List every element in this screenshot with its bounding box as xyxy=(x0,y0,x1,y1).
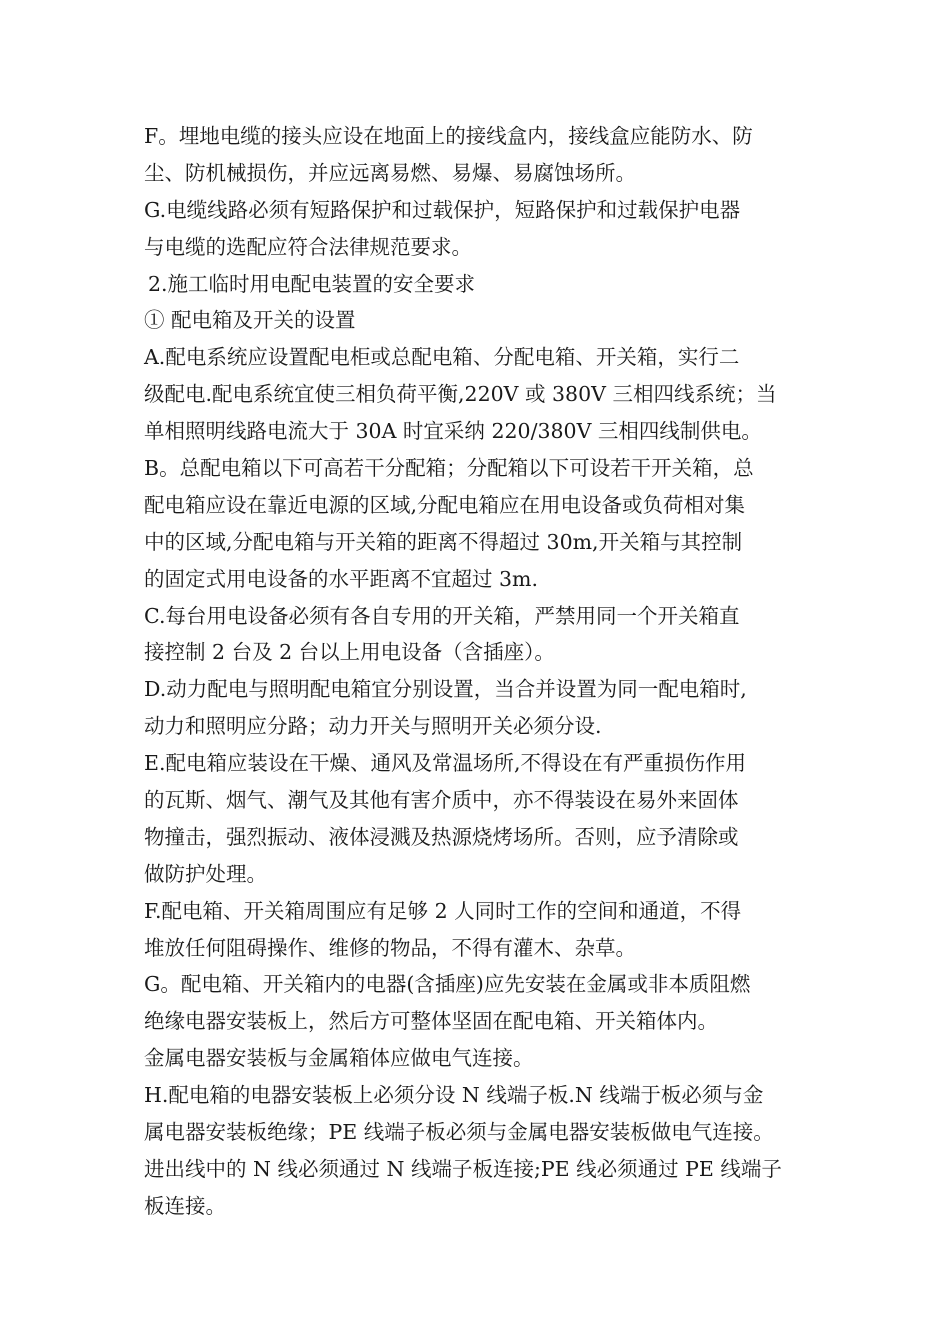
subsection-heading: ① 配电箱及开关的设置 xyxy=(144,308,356,333)
text-line: 的固定式用电设备的水平距离不宜超过 3m. xyxy=(144,566,539,591)
text-line: 金属电器安装板与金属箱体应做电气连接。 xyxy=(144,1046,534,1071)
text-line: H.配电箱的电器安装板上必须分设 N 线端子板.N 线端于板必须与金 xyxy=(144,1083,764,1108)
text-line: 绝缘电器安装板上，然后方可整体坚固在配电箱、开关箱体内。 xyxy=(144,1009,718,1034)
text-line: 动力和照明应分路；动力开关与照明开关必须分设. xyxy=(144,714,602,739)
text-line: 的瓦斯、烟气、潮气及其他有害介质中，亦不得装设在易外来固体 xyxy=(144,788,739,813)
text-line: 级配电.配电系统宜使三相负荷平衡,220V 或 380V 三相四线系统；当 xyxy=(144,382,777,407)
text-line: 与电缆的选配应符合法律规范要求。 xyxy=(144,234,472,259)
text-line: B。总配电箱以下可高若干分配箱；分配箱以下可设若干开关箱，总 xyxy=(144,456,754,481)
text-line: 板连接。 xyxy=(144,1193,226,1218)
text-line: G.电缆线路必须有短路保护和过载保护，短路保护和过载保护电器 xyxy=(144,197,741,222)
section-heading: 2.施工临时用电配电装置的安全要求 xyxy=(148,271,476,296)
text-line: 配电箱应设在靠近电源的区域,分配电箱应在用电设备或负荷相对集 xyxy=(144,492,746,517)
text-line: 属电器安装板绝缘；PE 线端子板必须与金属电器安装板做电气连接。 xyxy=(144,1120,774,1145)
text-line: 单相照明线路电流大于 30A 时宜采纳 220/380V 三相四线制供电。 xyxy=(144,419,762,444)
text-line: F.配电箱、开关箱周围应有足够 2 人同时工作的空间和通道，不得 xyxy=(144,898,742,923)
text-line: 堆放任何阻碍操作、维修的物品，不得有灌木、杂草。 xyxy=(144,935,636,960)
text-line: D.动力配电与照明配电箱宜分别设置，当合并设置为同一配电箱时, xyxy=(144,677,747,702)
text-line: 做防护处理。 xyxy=(144,861,267,886)
text-line: C.每台用电设备必须有各自专用的开关箱，严禁用同一个开关箱直 xyxy=(144,603,740,628)
document-body xyxy=(144,118,824,1225)
text-line: G。配电箱、开关箱内的电器(含插座)应先安装在金属或非本质阻燃 xyxy=(144,972,751,997)
text-line: 中的区域,分配电箱与开关箱的距离不得超过 30m,开关箱与其控制 xyxy=(144,529,743,554)
text-line: 进出线中的 N 线必须通过 N 线端子板连接;PE 线必须通过 PE 线端子 xyxy=(144,1156,782,1181)
text-line: A.配电系统应设置配电柜或总配电箱、分配电箱、开关箱，实行二 xyxy=(144,345,740,370)
text-line: 接控制 2 台及 2 台以上用电设备（含插座）。 xyxy=(144,640,555,665)
text-line: F。埋地电缆的接头应设在地面上的接线盒内，接线盒应能防水、防 xyxy=(144,124,753,148)
text-line: 尘、防机械损伤，并应远离易燃、易爆、易腐蚀场所。 xyxy=(144,160,636,185)
text-line: 物撞击，强烈振动、液体浸溅及热源烧烤场所。否则，应予清除或 xyxy=(144,824,739,849)
text-line: E.配电箱应装设在干燥、通风及常温场所,不得设在有严重损伤作用 xyxy=(144,751,746,776)
